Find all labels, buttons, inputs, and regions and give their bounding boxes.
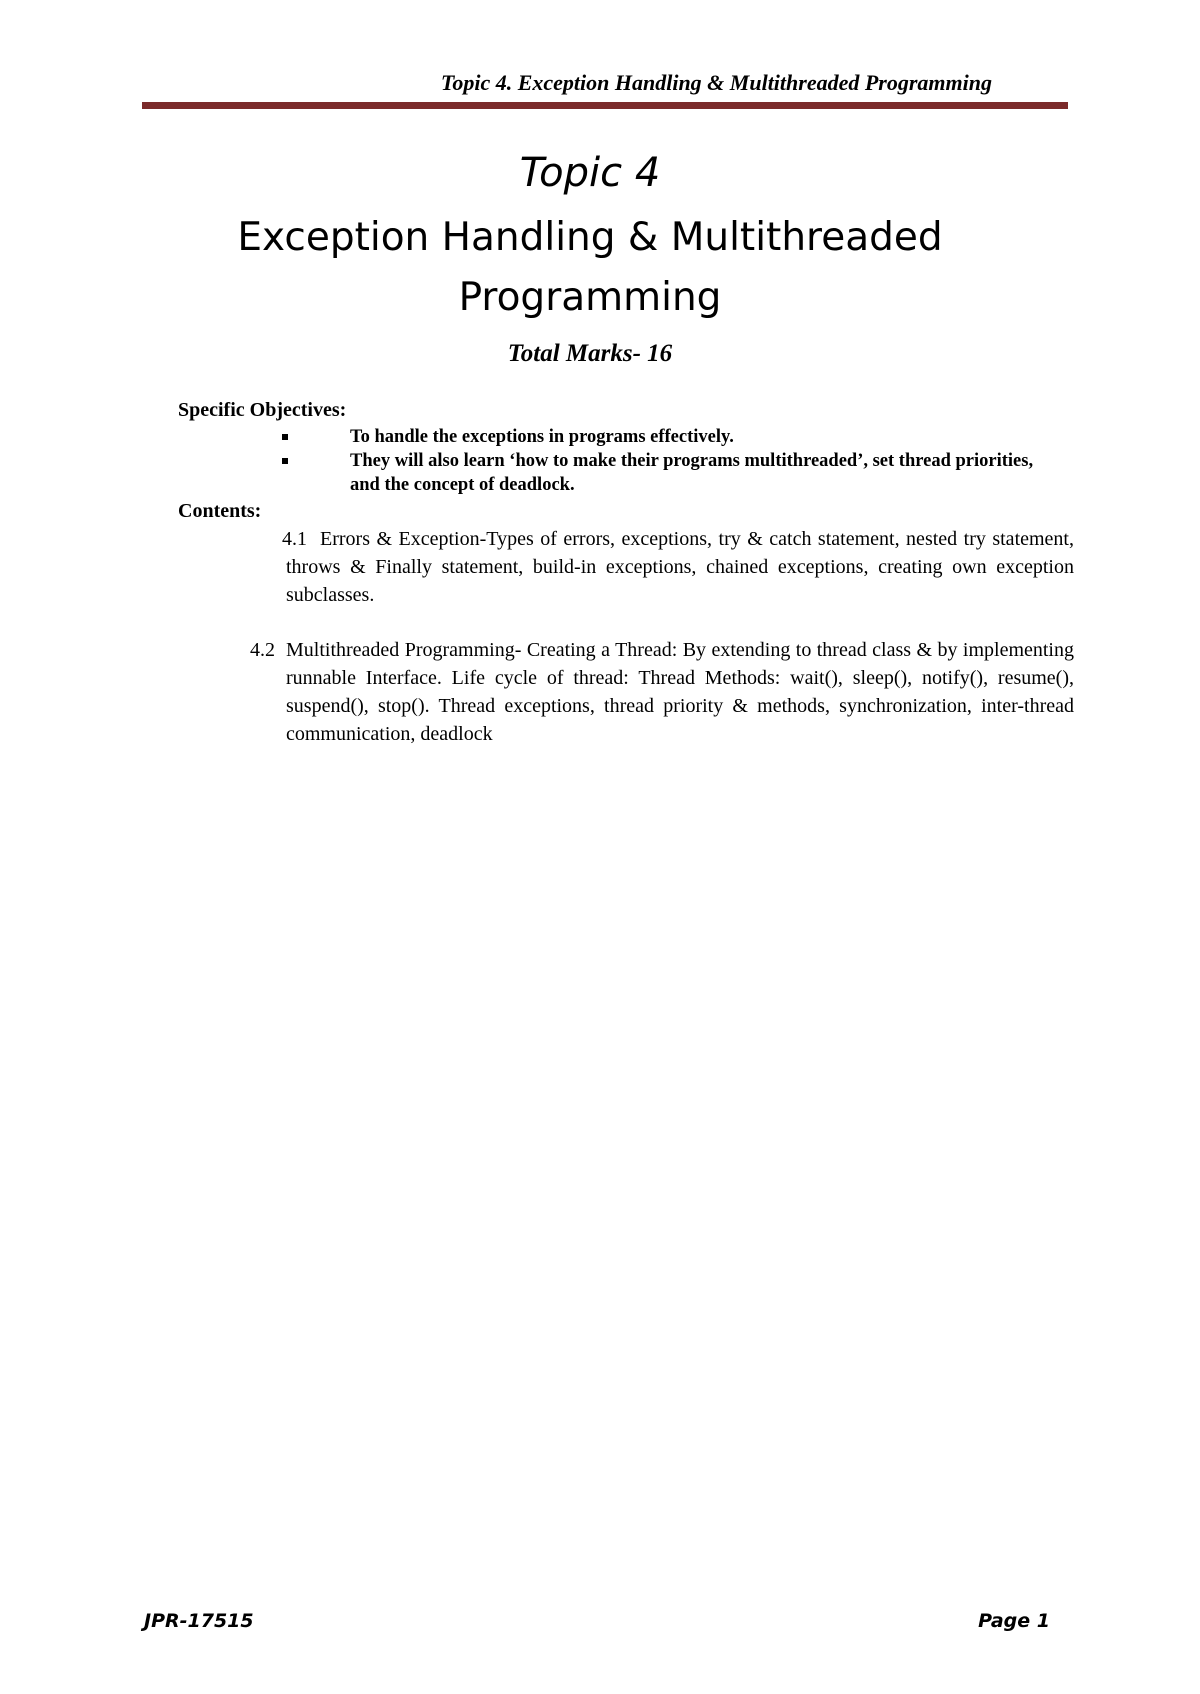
header-rule xyxy=(142,102,1068,109)
objective-text: They will also learn ‘how to make their programs multithreaded’, set thread priorities, and the concept of deadlock. xyxy=(350,451,1034,495)
main-title xyxy=(140,208,1040,328)
objectives-list xyxy=(282,425,1042,497)
content-item xyxy=(250,636,1074,748)
topic-number: Topic 4 xyxy=(519,150,661,196)
bullet-icon xyxy=(282,434,288,440)
running-header: Topic 4. Exception Handling & Multithreaded Programming xyxy=(440,70,992,95)
contents-label: Contents: xyxy=(178,500,262,522)
bullet-icon xyxy=(282,458,288,464)
main-title-line-2: Programming xyxy=(458,275,722,320)
content-item-number: 4.2 xyxy=(250,639,275,661)
content-item-number: 4.1 xyxy=(282,528,307,550)
content-item-text: Multithreaded Programming- Creating a Thread: By extending to thread class & by implementing runnable Interface. Life cycle of thread: Thread Methods: wait(), sleep(), notify(), resume(), suspend(), stop(). Thread exceptions, thread priority & methods, synchronization, inter-thread communication, deadlock xyxy=(286,639,1074,745)
main-title-line-1: Exception Handling & Multithreaded xyxy=(237,215,943,260)
objective-item xyxy=(282,449,1042,497)
footer-course-code: JPR-17515 xyxy=(144,1610,254,1632)
content-item-text: Errors & Exception-Types of errors, exceptions, try & catch statement, nested try statement, throws & Finally statement, build-in exceptions, chained exceptions, creating own exception subclasses. xyxy=(286,528,1074,606)
total-marks: Total Marks- 16 xyxy=(507,340,673,367)
content-item xyxy=(250,525,1074,609)
footer-page-number: Page 1 xyxy=(978,1610,1050,1632)
objective-item xyxy=(282,425,1042,449)
objective-text: To handle the exceptions in programs effectively. xyxy=(350,427,734,447)
objectives-label: Specific Objectives: xyxy=(178,399,347,421)
